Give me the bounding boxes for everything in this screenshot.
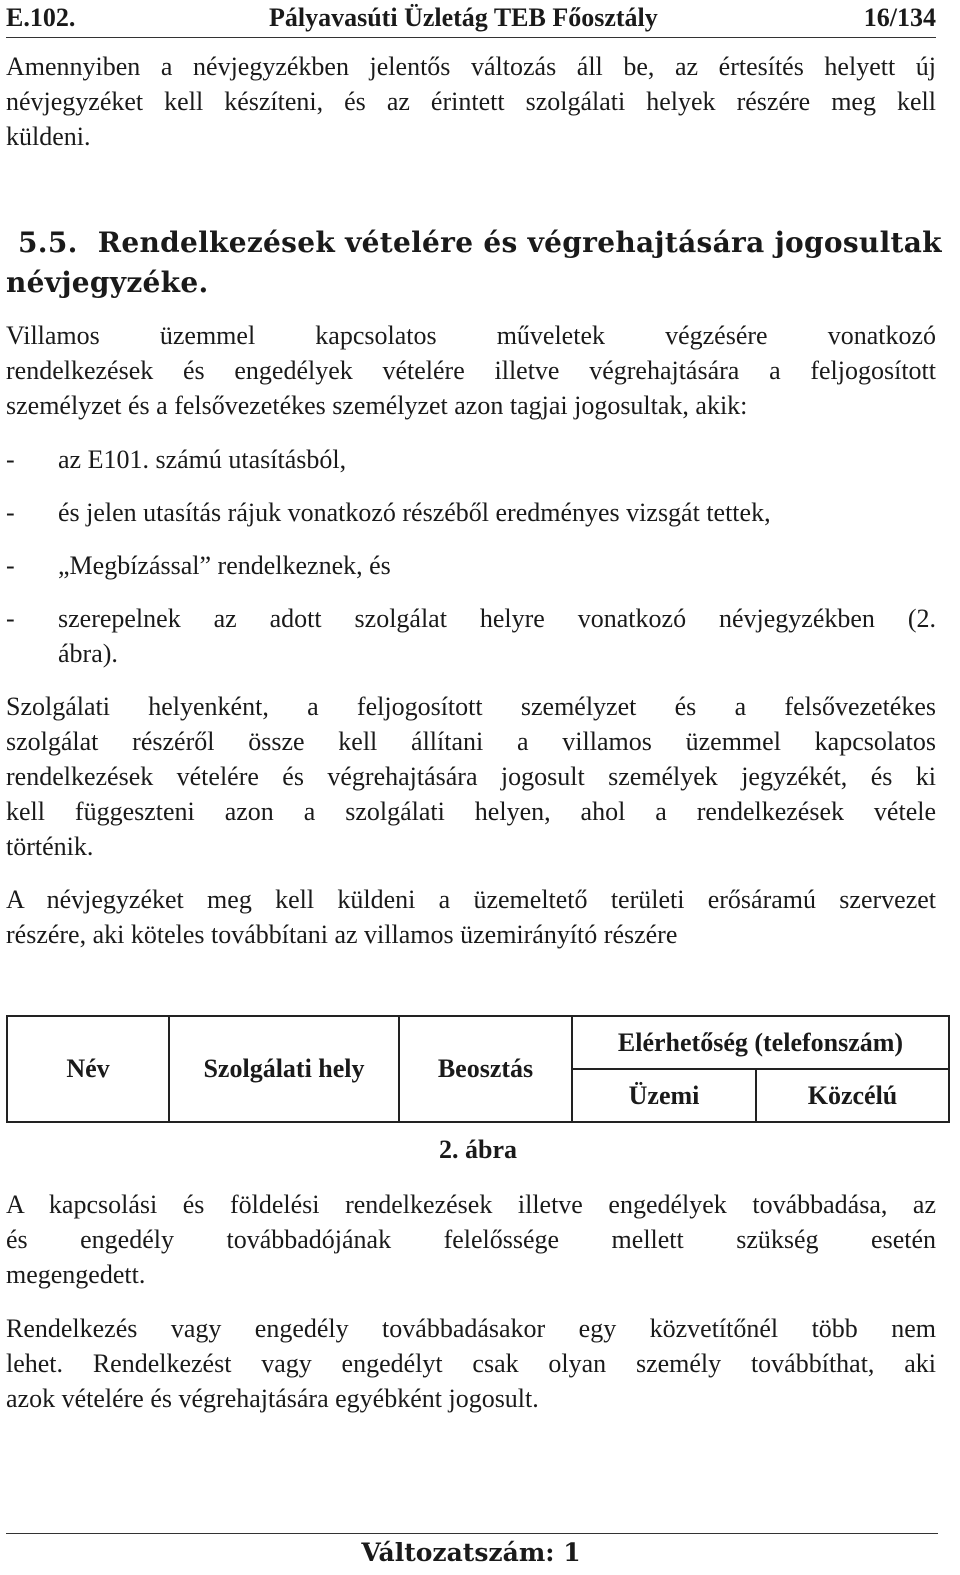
- document-title: Pályavasúti Üzletág TEB Főosztály: [269, 3, 658, 32]
- column-header-service-place: Szolgálati hely: [169, 1016, 399, 1122]
- footer-divider: [6, 1533, 938, 1534]
- list-dash: -: [6, 445, 15, 474]
- paragraph-3: [6, 882, 936, 952]
- intro-paragraph: [6, 49, 936, 154]
- header-divider: [6, 37, 936, 38]
- list-dash: -: [6, 551, 15, 580]
- intro-line-3: küldeni.: [6, 122, 91, 151]
- list-item-line-1: szerepelnek az adott szolgálat helyre vonatkozó névjegyzékben (2.: [58, 604, 936, 633]
- para2-line-3: rendelkezések vételére és végrehajtására jogosult személyek jegyzékét, és ki: [6, 762, 936, 791]
- column-header-operational: Üzemi: [572, 1069, 756, 1122]
- para5-line-3: azok vételére és végrehajtására egyébként jogosult.: [6, 1384, 539, 1413]
- para2-line-1: Szolgálati helyenként, a feljogosított személyzet és a felsővezetékes: [6, 692, 936, 721]
- list-item-text: az E101. számú utasításból,: [58, 445, 347, 474]
- paragraph-1: [6, 318, 936, 423]
- column-header-public: Közcélú: [756, 1069, 949, 1122]
- paragraph-2: [6, 689, 936, 864]
- para4-line-1: A kapcsolási és földelési rendelkezések illetve engedélyek továbbadása, az: [6, 1190, 936, 1219]
- para2-line-2: szolgálat részéről össze kell állítani a villamos üzemmel kapcsolatos: [6, 727, 936, 756]
- list-item-text: és jelen utasítás rájuk vonatkozó részéből eredményes vizsgát tettek,: [58, 498, 771, 527]
- column-header-name: Név: [7, 1016, 169, 1122]
- para3-line-2: részére, aki köteles továbbítani az villamos üzemirányító részére: [6, 920, 678, 949]
- list-dash: -: [6, 498, 15, 527]
- para5-line-1: Rendelkezés vagy engedély továbbadásakor egy közvetítőnél több nem: [6, 1314, 936, 1343]
- para1-line-2: rendelkezések és engedélyek vételére illetve végrehajtására a feljogosított: [6, 356, 936, 385]
- page-header: [6, 0, 936, 36]
- para5-line-2: lehet. Rendelkezést vagy engedélyt csak olyan személy továbbíthat, aki: [6, 1349, 936, 1378]
- paragraph-4: [6, 1187, 936, 1292]
- column-header-position: Beosztás: [399, 1016, 572, 1122]
- list-dash: -: [6, 604, 15, 633]
- document-id: E.102.: [6, 3, 76, 32]
- version-footer: Változatszám: 1: [361, 1538, 581, 1567]
- section-heading-line-2: névjegyzéke.: [6, 266, 209, 299]
- para1-line-1: Villamos üzemmel kapcsolatos műveletek végzésére vonatkozó: [6, 321, 936, 350]
- contact-table: [6, 1015, 950, 1123]
- list-item-text: [58, 601, 936, 671]
- page-number: 16/134: [863, 3, 936, 32]
- para3-line-1: A névjegyzéket meg kell küldeni a üzemeltető területi erősáramú szervezet: [6, 885, 936, 914]
- section-heading-line-1: 5.5. Rendelkezések vételére és végrehajtására jogosultak: [18, 226, 942, 259]
- para2-line-4: kell függeszteni azon a szolgálati helyen, ahol a rendelkezések vétele: [6, 797, 936, 826]
- paragraph-5: [6, 1311, 936, 1416]
- para1-line-3: személyzet és a felsővezetékes személyzet azon tagjai jogosultak, akik:: [6, 391, 748, 420]
- intro-line-1: Amennyiben a névjegyzékben jelentős változás áll be, az értesítés helyett új: [6, 52, 936, 81]
- column-header-contact: Elérhetőség (telefonszám): [572, 1016, 949, 1069]
- section-heading: [6, 222, 942, 304]
- para4-line-2: és engedély továbbadójának felelőssége mellett szükség esetén: [6, 1225, 936, 1254]
- figure-caption: 2. ábra: [439, 1135, 517, 1164]
- list-item-text: „Megbízással” rendelkeznek, és: [58, 551, 391, 580]
- list-item-line-2: ábra).: [58, 639, 118, 668]
- para2-line-5: történik.: [6, 832, 94, 861]
- intro-line-2: névjegyzéket kell készíteni, és az érintett szolgálati helyek részére meg kell: [6, 87, 936, 116]
- para4-line-3: megengedett.: [6, 1260, 146, 1289]
